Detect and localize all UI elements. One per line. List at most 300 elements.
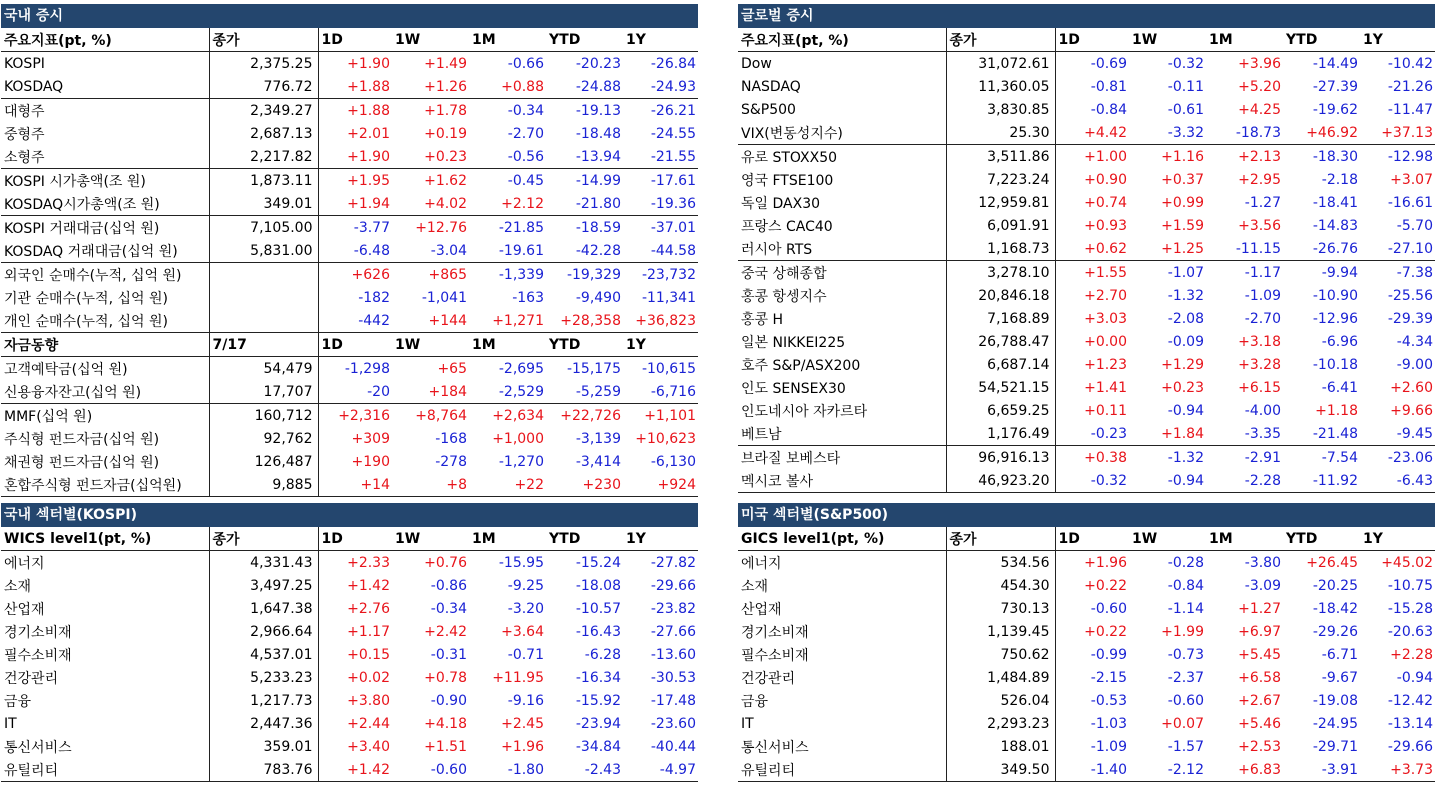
row-label: 기관 순매수(누적, 십억 원) [1,286,209,309]
change-value: +2.01 [347,125,390,142]
change-value: -7.38 [1360,261,1435,285]
change-value: +3.07 [1390,171,1433,188]
column-header: 1W [1129,28,1206,52]
close-value: 750.62 [946,643,1055,666]
change-value: -0.11 [1167,78,1204,95]
change-value: -44.58 [650,242,696,259]
table-row [1,758,698,782]
change-value: +144 [428,312,467,329]
change-value: +2.60 [1390,379,1433,396]
change-value: +0.78 [424,669,467,686]
change-value: +0.23 [424,148,467,165]
change-value: -0.60 [1167,692,1204,709]
change-value: -2.08 [1167,310,1204,327]
change-value: +1.42 [347,577,390,594]
column-header: 1W [1129,527,1206,551]
column-header: 1M [1206,527,1283,551]
table-row [1,427,698,450]
change-value: +1.94 [347,195,390,212]
close-value: 6,687.14 [946,353,1055,376]
table-row [738,353,1435,376]
change-value: -3.32 [1167,124,1204,141]
change-value: +2.76 [347,600,390,617]
panel-title: 국내 증시 [1,4,698,28]
column-header: 1D [318,28,392,52]
change-value: -27.10 [1387,240,1433,257]
close-value: 454.30 [946,574,1055,597]
change-value: +0.23 [1161,379,1204,396]
table-row [738,168,1435,191]
change-value: +26.45 [1306,554,1358,571]
row-label: 베트남 [738,422,946,446]
change-value: +1.16 [1129,145,1206,169]
table-row [1,735,698,758]
change-value: -0.69 [1090,55,1127,72]
change-value: -19,329 [546,263,623,287]
table-row [738,98,1435,121]
row-label: 통신서비스 [738,735,946,758]
close-value: 730.13 [946,597,1055,620]
global-market-table [738,28,1435,493]
change-value: -13.14 [1387,715,1433,732]
table-row [1,643,698,666]
row-label: IT [1,712,209,735]
row-label: Dow [738,52,946,76]
change-value: +0.90 [1084,171,1127,188]
change-value: -6.41 [1321,379,1358,396]
change-value: +1.17 [347,623,390,640]
table-header-row [1,333,698,357]
column-header: 종가 [946,527,1055,551]
change-value: -2.91 [1206,446,1283,470]
column-header: YTD [546,28,623,52]
table-row [1,169,698,193]
change-value: -0.90 [430,692,467,709]
change-value: -40.44 [650,738,696,755]
change-value: -5,259 [575,383,621,400]
column-header: 종가 [209,28,318,52]
change-value: -6,716 [650,383,696,400]
change-value: -24.88 [575,78,621,95]
change-value: -16.34 [575,669,621,686]
change-value: -1,041 [421,289,467,306]
column-header: 1M [469,527,546,551]
change-value: -6.48 [353,242,390,259]
row-label: 호주 S&P/ASX200 [738,353,946,376]
table-header-row [1,527,698,551]
change-value: -1.07 [1129,261,1206,285]
table-row [1,404,698,428]
table-row [738,689,1435,712]
change-value: +2,316 [318,404,392,428]
table-row [1,216,698,240]
change-value: -6.96 [1321,333,1358,350]
change-value: -3.80 [1244,554,1281,571]
change-value: +2.44 [347,715,390,732]
row-label: 일본 NIKKEI225 [738,330,946,353]
change-value: +36,823 [635,312,696,329]
change-value: +3.28 [1238,356,1281,373]
close-value [209,286,318,309]
change-value: +3.64 [501,623,544,640]
table-row [1,380,698,404]
row-label: KOSPI 시가총액(조 원) [1,169,209,193]
column-header: 7/17 [209,333,318,357]
change-value: -17.48 [650,692,696,709]
table-row [738,121,1435,145]
table-row [738,307,1435,330]
change-value: +12.76 [392,216,469,240]
table-row [738,422,1435,446]
close-value: 2,687.13 [209,122,318,145]
change-value: +1.23 [1084,356,1127,373]
change-value: -18.08 [575,577,621,594]
table-header-row [1,28,698,52]
change-value: +2.45 [501,715,544,732]
change-value: +65 [437,360,467,377]
change-value: -0.81 [1090,78,1127,95]
column-header: 1Y [1360,28,1435,52]
change-value: +0.38 [1055,446,1129,470]
change-value: -1.80 [469,758,546,782]
change-value: -1,298 [344,360,390,377]
change-value: +1.96 [1084,554,1127,571]
change-value: -4.00 [1244,402,1281,419]
change-value: +45.02 [1381,554,1433,571]
change-value: -6.28 [584,646,621,663]
row-label: IT [738,712,946,735]
change-value: +5.20 [1238,78,1281,95]
close-value: 31,072.61 [946,52,1055,76]
change-value: +2,634 [469,404,546,428]
close-value: 349.50 [946,758,1055,782]
change-value: -0.73 [1167,646,1204,663]
row-label: 금융 [1,689,209,712]
row-label: 신용융자잔고(십억 원) [1,380,209,404]
table-row [738,237,1435,261]
column-header: 1M [1206,28,1283,52]
change-value: -1.32 [1129,446,1206,470]
row-label: 홍콩 항셍지수 [738,284,946,307]
change-value: +865 [392,263,469,287]
change-value: -0.28 [1167,554,1204,571]
change-value: -23.94 [575,715,621,732]
change-value: -10.42 [1387,55,1433,72]
change-value: -23,732 [623,263,698,287]
table-row [1,192,698,216]
table-row [738,597,1435,620]
change-value: -0.32 [1055,469,1129,493]
change-value: -19.13 [546,99,623,123]
table-row [1,309,698,333]
change-value: -24.55 [650,125,696,142]
close-value: 7,168.89 [946,307,1055,330]
change-value: -15,175 [566,360,621,377]
change-value: -9.94 [1283,261,1360,285]
change-value: +0.00 [1084,333,1127,350]
table-row [738,469,1435,493]
change-value: +9.66 [1390,402,1433,419]
row-label: 소형주 [1,145,209,169]
column-header: YTD [546,333,623,357]
change-value: -3,414 [575,453,621,470]
change-value: -1.57 [1167,738,1204,755]
change-value: -12.42 [1387,692,1433,709]
change-value: +0.19 [424,125,467,142]
change-value: +1.00 [1055,145,1129,169]
close-value: 7,105.00 [209,216,318,240]
change-value: -5.70 [1396,217,1433,234]
table-row [738,712,1435,735]
change-value: -2.18 [1321,171,1358,188]
change-value: -0.34 [469,99,546,123]
change-value: -1.27 [1244,194,1281,211]
change-value: +28,358 [560,312,621,329]
close-value: 96,916.13 [946,446,1055,470]
change-value: -18.41 [1312,194,1358,211]
table-header-row [738,28,1435,52]
close-value: 188.01 [946,735,1055,758]
change-value: -3.09 [1244,577,1281,594]
change-value: -3.91 [1283,758,1360,782]
row-label: KOSDAQ [1,75,209,99]
close-value: 1,484.89 [946,666,1055,689]
change-value: -1,339 [469,263,546,287]
row-label: 산업재 [738,597,946,620]
change-value: +1.88 [318,99,392,123]
change-value: +1.49 [424,55,467,72]
row-label: 멕시코 볼사 [738,469,946,493]
column-header: 주요지표(pt, %) [738,28,946,52]
table-row [1,712,698,735]
change-value: -11.92 [1283,469,1360,493]
table-header-row [738,527,1435,551]
change-value: -27.66 [650,623,696,640]
change-value: +8 [392,473,469,497]
change-value: -3.77 [318,216,392,240]
change-value: -0.94 [1129,469,1206,493]
change-value: -10,615 [641,360,696,377]
column-header: WICS level1(pt, %) [1,527,209,551]
change-value: -26.21 [623,99,698,123]
change-value: +626 [318,263,392,287]
change-value: +3.03 [1084,310,1127,327]
change-value: -9,490 [575,289,621,306]
change-value: -0.60 [392,758,469,782]
row-label: 대형주 [1,99,209,123]
change-value: -26.76 [1312,240,1358,257]
change-value: -21.55 [650,148,696,165]
change-value: -15.28 [1387,600,1433,617]
change-value: -6,130 [650,453,696,470]
change-value: +1.62 [392,169,469,193]
change-value: -11.15 [1235,240,1281,257]
change-value: +22,726 [546,404,623,428]
change-value: -442 [358,312,390,329]
row-label: 산업재 [1,597,209,620]
change-value: +0.93 [1084,217,1127,234]
column-header: YTD [1283,527,1360,551]
change-value: -19.62 [1312,101,1358,118]
change-value: -0.60 [1090,600,1127,617]
change-value: +3.40 [347,738,390,755]
change-value: +3.56 [1238,217,1281,234]
change-value: -14.83 [1312,217,1358,234]
close-value: 6,091.91 [946,214,1055,237]
korea-sector-panel [1,503,698,782]
table-row [1,75,698,99]
row-label: S&P500 [738,98,946,121]
change-value: +0.74 [1084,194,1127,211]
close-value: 1,873.11 [209,169,318,193]
table-row [738,735,1435,758]
table-row [1,52,698,76]
row-label: 주식형 펀드자금(십억 원) [1,427,209,450]
row-label: 고객예탁금(십억 원) [1,357,209,381]
change-value: -2.15 [1090,669,1127,686]
change-value: +1.88 [347,78,390,95]
change-value: -2.43 [546,758,623,782]
change-value: -21.85 [469,216,546,240]
change-value: -15.24 [575,554,621,571]
change-value: -20.63 [1387,623,1433,640]
change-value: -29.66 [650,577,696,594]
close-value: 25.30 [946,121,1055,145]
change-value: -0.09 [1167,333,1204,350]
close-value: 17,707 [209,380,318,404]
table-row [738,643,1435,666]
table-row [1,551,698,575]
change-value: -7.54 [1283,446,1360,470]
row-label: 브라질 보베스타 [738,446,946,470]
column-header: 1Y [623,28,698,52]
change-value: -0.86 [430,577,467,594]
change-value: -2,529 [498,383,544,400]
column-header: 주요지표(pt, %) [1,28,209,52]
column-header: 1W [392,333,469,357]
change-value: -0.23 [1090,425,1127,442]
change-value: +1,000 [492,430,544,447]
close-value: 160,712 [209,404,318,428]
change-value: +184 [428,383,467,400]
change-value: -1.09 [1244,287,1281,304]
change-value: -25.56 [1387,287,1433,304]
change-value: -0.94 [1396,669,1433,686]
row-label: NASDAQ [738,75,946,98]
change-value: +4.02 [424,195,467,212]
close-value: 5,233.23 [209,666,318,689]
change-value: -24.95 [1312,715,1358,732]
row-label: 유틸리티 [738,758,946,782]
change-value: -9.16 [507,692,544,709]
change-value: +2.28 [1390,646,1433,663]
row-label: 외국인 순매수(누적, 십억 원) [1,263,209,287]
close-value: 54,479 [209,357,318,381]
change-value: -18.48 [575,125,621,142]
change-value: +1.18 [1315,402,1358,419]
table-row [738,620,1435,643]
row-label: 경기소비재 [738,620,946,643]
table-row [1,620,698,643]
close-value: 1,176.49 [946,422,1055,446]
table-row [738,214,1435,237]
close-value: 2,447.36 [209,712,318,735]
close-value: 3,278.10 [946,261,1055,285]
row-label: 소재 [738,574,946,597]
change-value: +3.96 [1238,55,1281,72]
change-value: +0.22 [1084,577,1127,594]
change-value: -23.60 [650,715,696,732]
row-label: 금융 [738,689,946,712]
change-value: +6.15 [1238,379,1281,396]
change-value: +0.11 [1084,402,1127,419]
close-value [209,309,318,333]
change-value: -2.28 [1206,469,1283,493]
change-value: -24.93 [650,78,696,95]
change-value: -9.00 [1396,356,1433,373]
change-value: -1.40 [1055,758,1129,782]
row-label: 통신서비스 [1,735,209,758]
change-value: +1.59 [1161,217,1204,234]
domestic-market-panel [1,4,698,497]
change-value: +1.26 [424,78,467,95]
change-value: -16.61 [1387,194,1433,211]
table-row [738,52,1435,76]
close-value: 11,360.05 [946,75,1055,98]
change-value: +1.96 [501,738,544,755]
change-value: -20 [367,383,390,400]
change-value: +1.25 [1161,240,1204,257]
change-value: +0.99 [1161,194,1204,211]
column-header: 1M [469,333,546,357]
change-value: +2.53 [1238,738,1281,755]
close-value: 12,959.81 [946,191,1055,214]
row-label: KOSPI 거래대금(십억 원) [1,216,209,240]
close-value: 1,217.73 [209,689,318,712]
change-value: +3.73 [1360,758,1435,782]
column-header: 1M [469,28,546,52]
change-value: -1,270 [498,453,544,470]
change-value: -10.90 [1312,287,1358,304]
change-value: -14.49 [1312,55,1358,72]
change-value: +3.18 [1238,333,1281,350]
change-value: -9.25 [507,577,544,594]
change-value: -6.71 [1321,646,1358,663]
close-value: 1,168.73 [946,237,1055,261]
change-value: -19.36 [650,195,696,212]
change-value: +1.90 [347,55,390,72]
table-row [738,145,1435,169]
close-value: 2,966.64 [209,620,318,643]
change-value: +2.12 [501,195,544,212]
change-value: -26.84 [650,55,696,72]
column-header: 자금동향 [1,333,209,357]
table-row [738,758,1435,782]
change-value: -1.03 [1090,715,1127,732]
close-value: 54,521.15 [946,376,1055,399]
row-label: 유틸리티 [1,758,209,782]
change-value: +5.45 [1238,646,1281,663]
change-value: -0.31 [430,646,467,663]
close-value: 20,846.18 [946,284,1055,307]
table-row [738,75,1435,98]
change-value: +11.95 [492,669,544,686]
change-value: +0.22 [1084,623,1127,640]
table-row [738,330,1435,353]
close-value: 2,293.23 [946,712,1055,735]
close-value: 7,223.24 [946,168,1055,191]
close-value: 783.76 [209,758,318,782]
